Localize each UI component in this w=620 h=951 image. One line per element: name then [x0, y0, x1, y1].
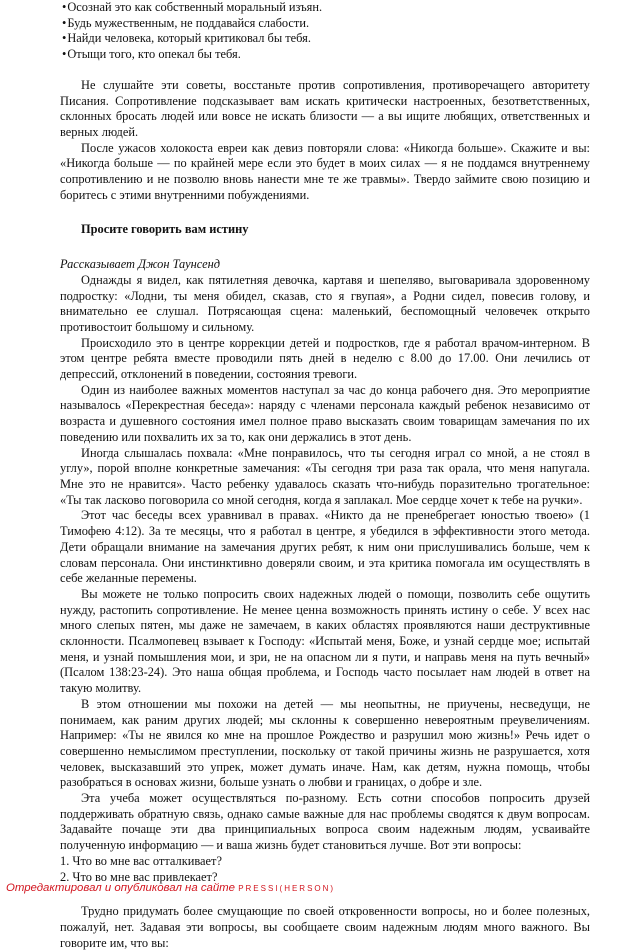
bullet-list	[60, 0, 590, 63]
paragraph: Вы можете не только попросить своих надежных людей о помощи, позволить себе ощутить нужду, растопить сопротивление. Не менее ценна возможность принять истину о себе. У всех нас много слепых пятен, мы даже не замечаем, в каких областях проявляются наши деструктивные склонности. Псалмопевец взывает к Господу: «Испытай меня, Боже, и узнай сердце мое; испытай меня, и узнай помышления мои, и зри, не на опасном ли я пути, и направь меня на путь вечный» (Псалом 138:23-24). Это наша общая проблема, и Господь часто посылает нам людей в ответ на такую молитву.	[60, 586, 590, 696]
paragraph-advice: Не слушайте эти советы, восстаньте против сопротивления, противоречащего авторитету Писания. Сопротивление подсказывает вам искать критически настроенных, безответственных, склонных бросать людей или вовсе не искать близости — а вы ищите любящих, ответственных и верных людей.	[60, 77, 590, 139]
bullet-item: • Будь мужественным, не поддавайся слабости.	[60, 16, 590, 32]
question-list	[60, 854, 590, 885]
narrator-line: Рассказывает Джон Таунсенд	[60, 257, 220, 272]
footer-text: Отредактировал и опубликовал на сайте	[6, 882, 236, 894]
paragraph-holocaust: После ужасов холокоста евреи как девиз повторяли слова: «Никогда больше». Скажите и вы: «Никогда больше — по крайней мере если это будет в моих силах — я не поддамся внутреннему сопротивлению и не позволю вновь нанести мне те же травмы». Твердо займите свою позицию и боритесь с этими внутренними побуждениями.	[60, 140, 590, 202]
paragraph: В этом отношении мы похожи на детей — мы неопытны, не приучены, несведущи, не понимаем, как раним других людей; мы склонны к совершенно невероятным преувеличениям. Например: «Ты не явился ко мне на прошлое Рождество и разрушил мою жизнь!» Речь идет о совершенно немыслимом преступлении, поскольку от такой причины жизнь не разрушается, хотя человек, высказавший это упрек, может думать иначе. Нам, как детям, нужна помощь, чтобы разобраться в основах жизни, больше узнать о любви и границах, о добре и зле.	[60, 696, 590, 790]
question-item: 1. Что во мне вас отталкивает?	[60, 853, 222, 868]
bullet-item: • Найди человека, который критиковал бы тебя.	[60, 31, 590, 47]
bullet-item: • Осознай это как собственный моральный изъян.	[60, 0, 590, 16]
footer-site-tag: PRESSI(HERSON)	[238, 884, 336, 893]
paragraph: Происходило это в центре коррекции детей и подростков, где я работал врачом-интерном. В этом центре ребята вместе проводили пять дней в неделю с 8.00 до 17.00. Они лечились от депрессий, отклонений в поведении, состояния тревоги.	[60, 335, 590, 382]
footer-credit	[6, 882, 335, 894]
paragraph: Однажды я видел, как пятилетняя девочка, картавя и шепеляво, выговаривала здоровенному подростку: «Лодни, ты меня обидел, сказав, сто я гвупая», а Родни сидел, повесив голову, и внимательно ее слушал. Потрясающая сцена: маленький, беспомощный человечек открыто противостоит большому и сильному.	[60, 272, 590, 334]
paragraph-final: Трудно придумать более смущающие по своей откровенности вопросы, но и более полезных, пожалуй, нет. Задавая эти вопросы, вы сообщаете своим надежным людям много важного. Вы говорите им, что вы:	[60, 904, 590, 950]
section-heading: Просите говорить вам истину	[81, 222, 249, 237]
question-item: 2. Что во мне вас привлекает?	[60, 869, 218, 884]
paragraph: Этот час беседы всех уравнивал в правах. «Никто да не пренебрегает юностью твоею» (1 Тимофею 4:12). За те месяцы, что я работал в центре, я убедился в эффективности этого метода. Дети обращали внимание на замечания других ребят, к ним они прислушивались больше, чем к словам персонала. Они инстинктивно доверяли своим, и эта критика помогала им осуществлять в себе желанные перемены.	[60, 508, 590, 586]
paragraph: Один из наиболее важных моментов наступал за час до конца рабочего дня. Это мероприятие называлось «Перекрестная беседа»: наряду с членами персонала каждый ребенок независимо от возраста и душевного состояния имел полное право высказать своим товарищам замечания по их поведению или похвалить их за то, как они держались в этот день.	[60, 382, 590, 444]
paragraph: Иногда слышалась похвала: «Мне понравилось, что ты сегодня играл со мной, а не стоял в углу», порой вполне конкретные замечания: «Ты сегодня три раза так орала, что меня напугала. Мне это не нравится». Часто ребенку удавалось сказать что-нибудь поразительно трогательное: «Ты так ласково поговорила со мной сегодня, когда я заплакал. Мое сердце хочет к тебе на ручки».	[60, 445, 590, 507]
paragraph: Эта учеба может осуществляться по-разному. Есть сотни способов попросить друзей поддерживать обратную связь, однако самые важные для нас проблемы сводятся к двум вопросам. Задавайте почаще эти два принципиальных вопроса своим надежным людям, усваивайте полученную информацию — и ваша жизнь будет становиться лучше. Вот эти вопросы:	[60, 791, 590, 853]
bullet-item: • Отыщи того, кто опекал бы тебя.	[60, 47, 590, 63]
document-page	[60, 0, 590, 951]
